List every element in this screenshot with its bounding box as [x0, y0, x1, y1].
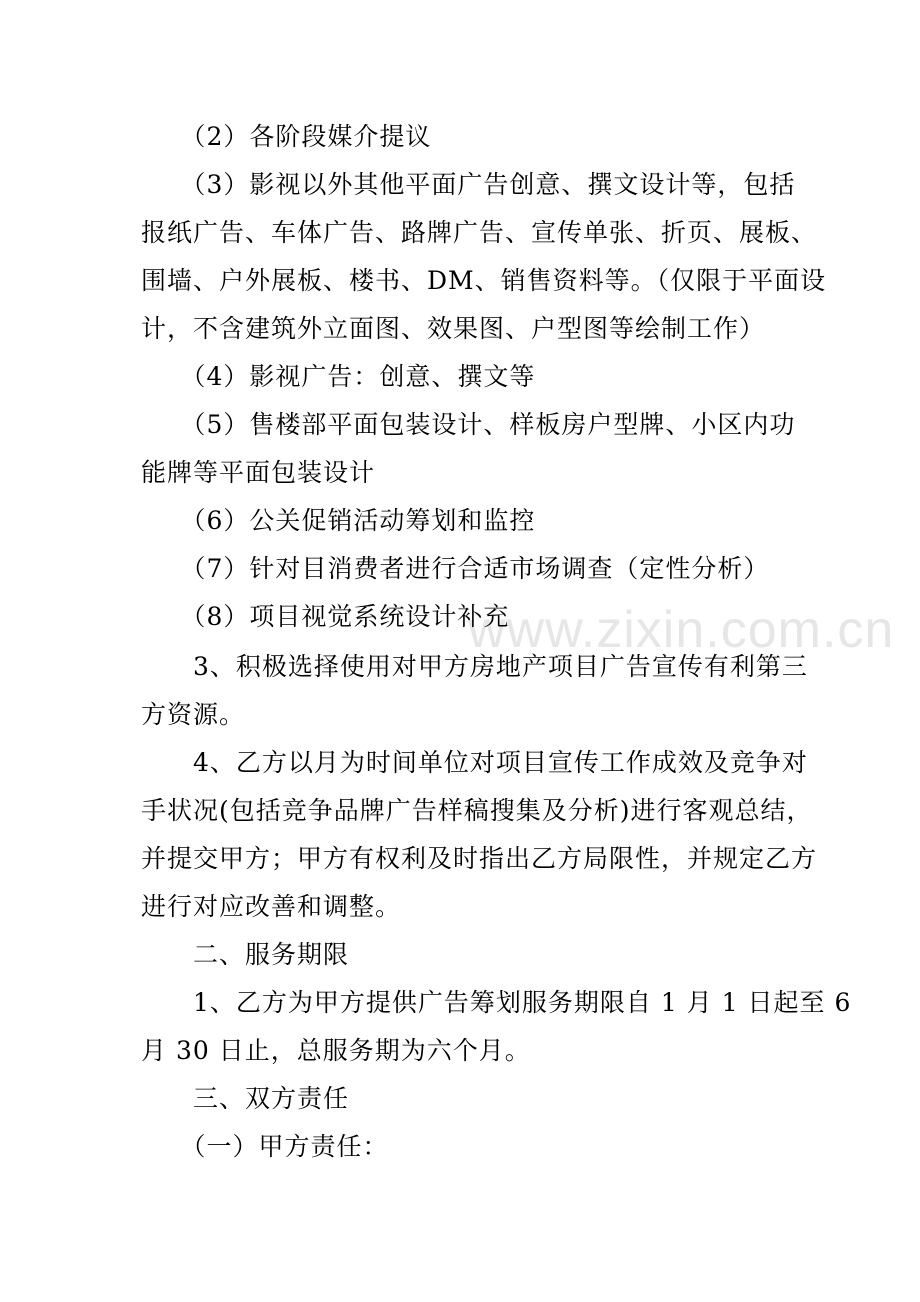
text-line: （8）项目视觉系统设计补充: [141, 602, 510, 631]
heading-responsibilities: [141, 1075, 786, 1123]
text-line: 二、服务期限: [141, 940, 350, 969]
text-line: 报纸广告、车体广告、路牌广告、宣传单张、折页、展板、: [141, 218, 818, 247]
text-line: 进行对应改善和调整。: [141, 892, 402, 921]
text-line: 月 30 日止，总服务期为六个月。: [141, 1036, 531, 1065]
heading-party-a-responsibilities: [141, 1123, 786, 1171]
text-line: （6）公关促销活动筹划和监控: [141, 506, 536, 535]
watermark: www.zixin.com.cn: [468, 601, 895, 659]
text-line: （4）影视广告：创意、撰文等: [141, 362, 536, 391]
text-line: 手状况(包括竞争品牌广告样稿搜集及分析)进行客观总结，: [141, 796, 813, 825]
text-line: 计，不含建筑外立面图、效果图、户型图等绘制工作）: [141, 314, 766, 343]
text-line: 围墙、户外展板、楼书、DM、销售资料等。（仅限于平面设: [141, 266, 827, 295]
text-line: 方资源。: [141, 700, 246, 729]
text-line: 4、乙方以月为时间单位对项目宣传工作成效及竞争对: [141, 748, 808, 777]
text-line: （7）针对目消费者进行合适市场调查（定性分析）: [141, 554, 770, 583]
text-line: 并提交甲方；甲方有权利及时指出乙方局限性，并规定乙方: [141, 844, 818, 873]
paragraph-item-2: [141, 113, 786, 161]
text-line: 能牌等平面包装设计: [141, 458, 376, 487]
text-line: （2）各阶段媒介提议: [141, 122, 432, 151]
paragraph-item-8: [141, 593, 786, 641]
text-line: （5）售楼部平面包装设计、样板房户型牌、小区内功: [141, 410, 796, 439]
paragraph-section-3: [141, 643, 808, 739]
text-line: 三、双方责任: [141, 1084, 350, 1113]
paragraph-item-5: [141, 401, 796, 497]
heading-service-period: [141, 931, 786, 979]
paragraph-item-6: [141, 497, 786, 545]
paragraph-item-3: [141, 161, 827, 353]
paragraph-item-4: [141, 353, 786, 401]
text-line: （一）甲方责任：: [141, 1132, 389, 1161]
text-line: （3）影视以外其他平面广告创意、撰文设计等，包括: [141, 170, 796, 199]
paragraph-section-4: [141, 739, 818, 931]
text-line: 1、乙方为甲方提供广告筹划服务期限自 1 月 1 日起至 6: [141, 988, 852, 1017]
paragraph-service-period: [141, 979, 852, 1075]
text-line: 3、积极选择使用对甲方房地产项目广告宣传有利第三: [141, 652, 808, 681]
paragraph-item-7: [141, 545, 786, 593]
